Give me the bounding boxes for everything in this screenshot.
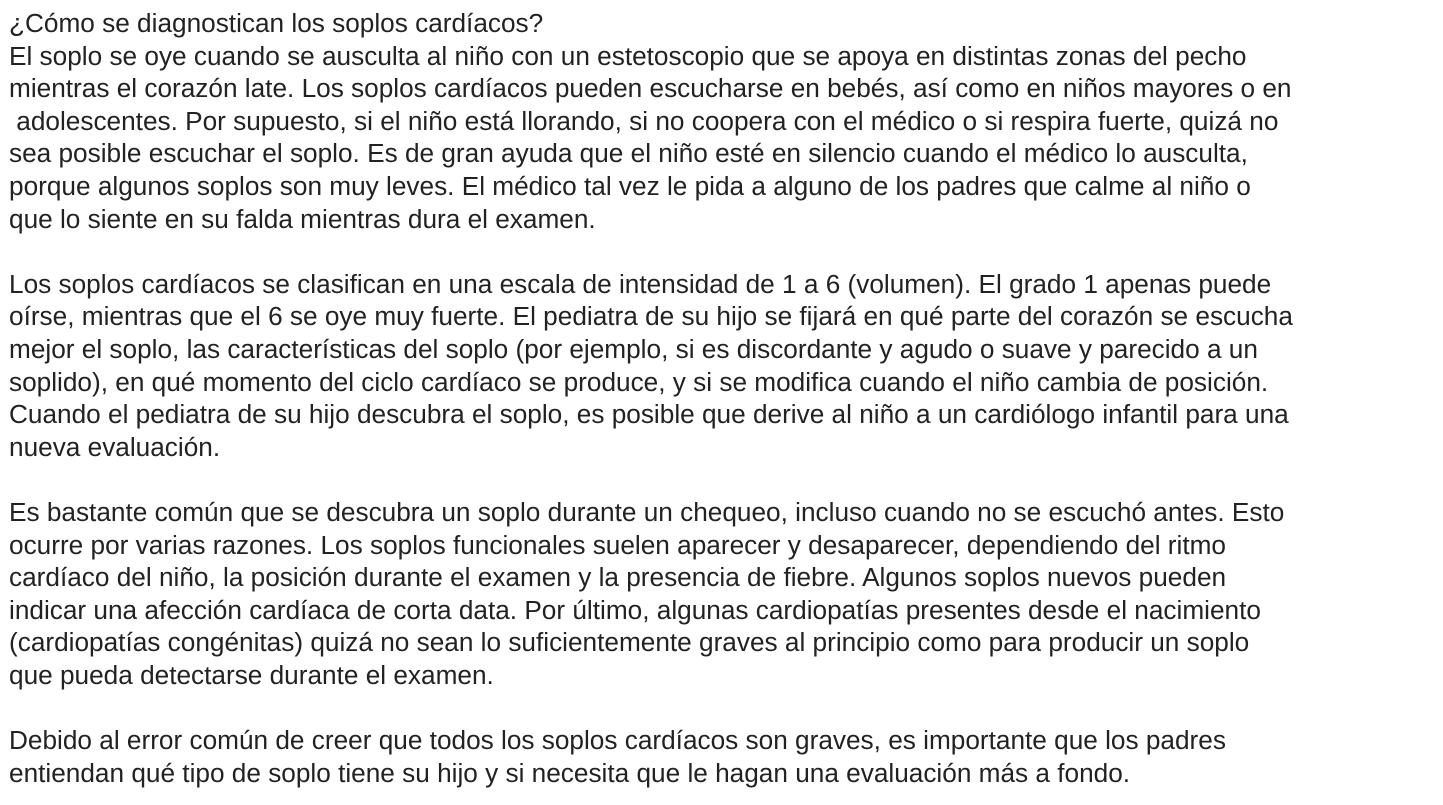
- paragraph-line: oírse, mientras que el 6 se oye muy fuerte. El pediatra de su hijo se fijará en qué parte del corazón se escucha: [9, 301, 1293, 332]
- paragraph-grading: [9, 268, 1443, 464]
- paragraph-line: entiendan qué tipo de soplo tiene su hijo y si necesita que le hagan una evaluación más a fondo.: [9, 757, 1131, 788]
- paragraph-checkup: [9, 496, 1443, 692]
- paragraph-line: mientras el corazón late. Los soplos cardíacos pueden escucharse en bebés, así como en niños mayores o en: [9, 73, 1292, 104]
- paragraph-line: nueva evaluación.: [9, 431, 221, 462]
- paragraph-line: indicar una afección cardíaca de corta data. Por último, algunas cardiopatías presentes desde el nacimiento: [9, 594, 1261, 625]
- paragraph-line: soplido), en qué momento del ciclo cardíaco se produce, y si se modifica cuando el niño cambia de posición.: [9, 366, 1269, 397]
- paragraph-line: mejor el soplo, las características del soplo (por ejemplo, si es discordante y agudo o suave y parecido a un: [9, 333, 1258, 364]
- paragraph-diagnosis: [9, 40, 1443, 236]
- paragraph-line: Los soplos cardíacos se clasifican en una escala de intensidad de 1 a 6 (volumen). El grado 1 apenas puede: [9, 268, 1272, 299]
- paragraph-line: Debido al error común de creer que todos los soplos cardíacos son graves, es importante que los padres: [9, 725, 1226, 756]
- paragraph-line: adolescentes. Por supuesto, si el niño está llorando, si no coopera con el médico o si respira fuerte, quizá no: [9, 105, 1279, 136]
- paragraph-spacer: [9, 691, 1443, 724]
- paragraph-line: Cuando el pediatra de su hijo descubra el soplo, es posible que derive al niño a un cardiólogo infantil para una: [9, 399, 1289, 430]
- paragraph-line: sea posible escuchar el soplo. Es de gran ayuda que el niño esté en silencio cuando el médico lo ausculta,: [9, 138, 1248, 169]
- paragraph-line: que lo siente en su falda mientras dura el examen.: [9, 203, 596, 234]
- paragraph-line: El soplo se oye cuando se ausculta al niño con un estetoscopio que se apoya en distintas zonas del pecho: [9, 40, 1247, 71]
- paragraph-line: que pueda detectarse durante el examen.: [9, 659, 494, 690]
- paragraph-line: cardíaco del niño, la posición durante el examen y la presencia de fiebre. Algunos soplos nuevos pueden: [9, 562, 1227, 593]
- paragraph-line: (cardiopatías congénitas) quizá no sean lo suficientemente graves al principio como para producir un soplo: [9, 627, 1250, 658]
- paragraph-conclusion: [9, 724, 1443, 789]
- paragraph-spacer: [9, 463, 1443, 496]
- paragraph-line: porque algunos soplos son muy leves. El médico tal vez le pida a alguno de los padres que calme al niño o: [9, 170, 1251, 201]
- paragraph-spacer: [9, 235, 1443, 268]
- paragraph-line: Es bastante común que se descubra un soplo durante un chequeo, incluso cuando no se escuchó antes. Esto: [9, 496, 1285, 527]
- paragraph-line: ocurre por varias razones. Los soplos funcionales suelen aparecer y desaparecer, dependiendo del ritmo: [9, 529, 1226, 560]
- article-heading: ¿Cómo se diagnostican los soplos cardíacos?: [9, 8, 544, 38]
